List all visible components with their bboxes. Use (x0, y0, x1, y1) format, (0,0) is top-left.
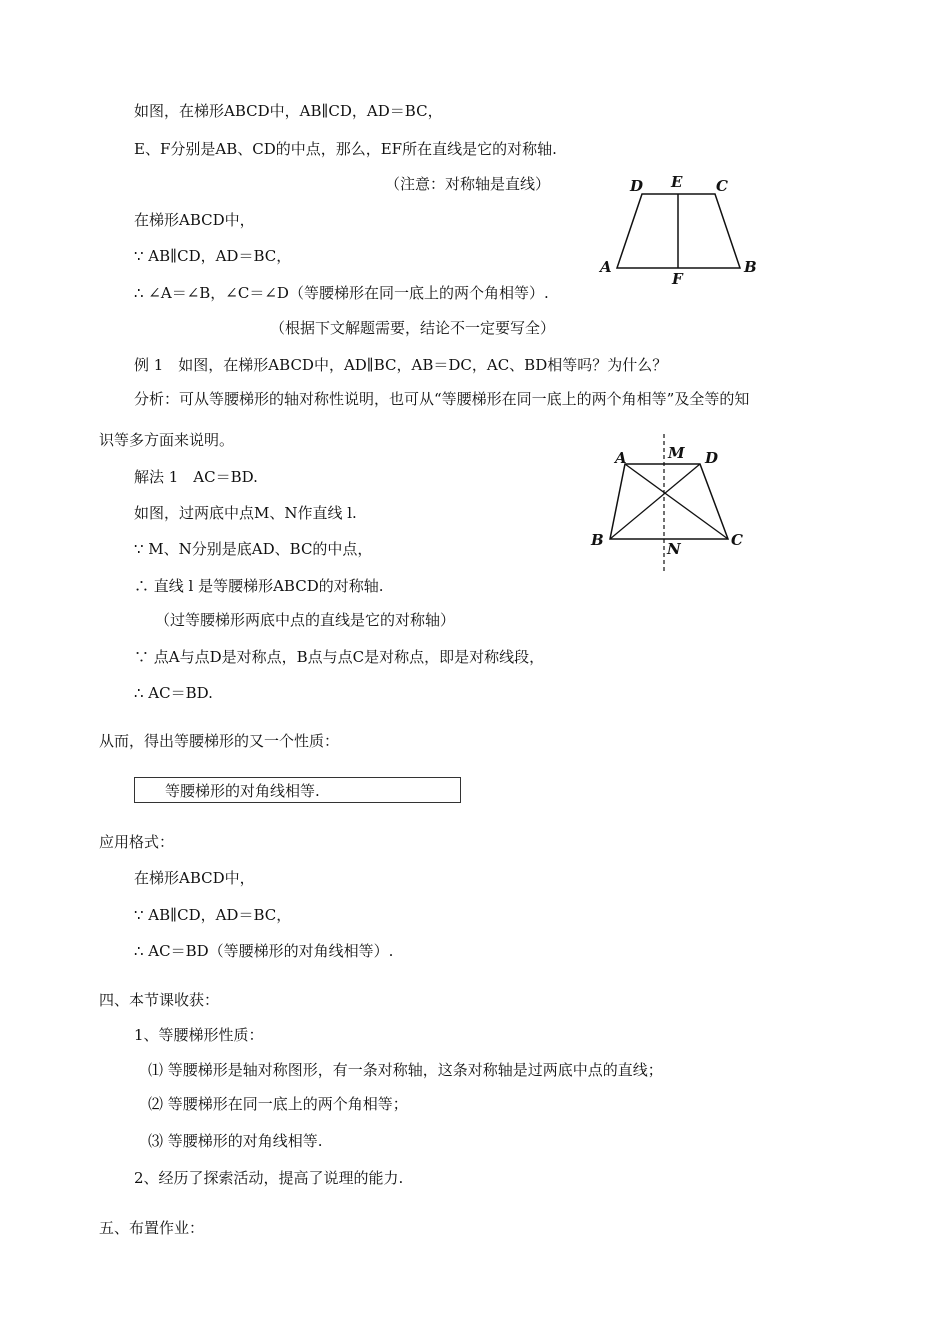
label-d: D (705, 449, 719, 467)
homework-title: 五、布置作业： (99, 1219, 205, 1237)
trapezoid-outline-2 (610, 464, 728, 539)
intro-line-5: ∴ ∠A＝∠B，∠C＝∠D（等腰梯形在同一底上的两个角相等）. (134, 284, 549, 302)
label-c: C (731, 531, 743, 549)
trapezoid-figure-2 (585, 430, 755, 576)
property-box (134, 777, 461, 803)
property-box-text: 等腰梯形的对角线相等. (165, 782, 320, 800)
summary-title: 四、本节课收获： (99, 991, 220, 1009)
label-b: B (744, 258, 757, 276)
label-b: B (591, 531, 604, 549)
solution-line-5: （过等腰梯形两底中点的直线是它的对称轴） (155, 611, 456, 629)
solution-line-7: ∴ AC＝BD. (134, 684, 213, 702)
application-line-2: ∵ AB∥CD，AD＝BC， (134, 906, 292, 924)
label-a: A (600, 258, 612, 276)
solution-line-1: 解法 1 AC＝BD. (134, 468, 258, 486)
intro-line-2: E、F分别是AB、CD的中点，那么，EF所在直线是它的对称轴. (134, 140, 557, 158)
label-n: N (667, 540, 681, 558)
property-lead: 从而，得出等腰梯形的又一个性质： (99, 732, 340, 750)
solution-line-6: ∵ 点A与点D是对称点，B点与点C是对称点，即是对称线段， (134, 648, 545, 666)
label-a: A (615, 449, 627, 467)
label-c: C (716, 177, 728, 195)
intro-line-1: 如图，在梯形ABCD中，AB∥CD，AD＝BC， (134, 102, 443, 120)
summary-property-1: ⑴ 等腰梯形是轴对称图形，有一条对称轴，这条对称轴是过两底中点的直线； (148, 1061, 663, 1079)
label-f: F (672, 270, 683, 288)
application-line-1: 在梯形ABCD中， (134, 869, 255, 887)
label-m: M (668, 444, 685, 462)
example-title: 例 1 如图，在梯形ABCD中，AD∥BC，AB＝DC，AC、BD相等吗？为什么？ (134, 356, 668, 374)
application-title: 应用格式： (99, 833, 175, 851)
solution-line-2: 如图，过两底中点M、N作直线 l. (134, 504, 357, 522)
application-line-3: ∴ AC＝BD（等腰梯形的对角线相等）. (134, 942, 394, 960)
label-e: E (671, 173, 683, 191)
trapezoid-figure-1 (595, 170, 765, 290)
intro-note: （注意：对称轴是直线） (385, 175, 551, 193)
summary-property-3: ⑶ 等腰梯形的对角线相等. (148, 1132, 323, 1150)
label-d: D (630, 177, 644, 195)
analysis-line-2: 识等多方面来说明。 (99, 431, 235, 449)
solution-line-4: ∴ 直线 l 是等腰梯形ABCD的对称轴. (134, 577, 384, 595)
intro-line-4: ∵ AB∥CD，AD＝BC， (134, 247, 292, 265)
diagonal-ac (625, 464, 728, 539)
summary-item-1: 1、等腰梯形性质： (134, 1026, 264, 1044)
intro-line-3: 在梯形ABCD中， (134, 211, 255, 229)
solution-line-3: ∵ M、N分别是底AD、BC的中点， (134, 540, 373, 558)
summary-property-2: ⑵ 等腰梯形在同一底上的两个角相等； (148, 1095, 408, 1113)
analysis-line-1: 分析：可从等腰梯形的轴对称性说明，也可从“等腰梯形在同一底上的两个角相等”及全等的知 (134, 390, 750, 408)
summary-item-2: 2、经历了探索活动，提高了说理的能力. (134, 1169, 404, 1187)
intro-line-6: （根据下文解题需要，结论不一定要写全） (270, 319, 556, 337)
